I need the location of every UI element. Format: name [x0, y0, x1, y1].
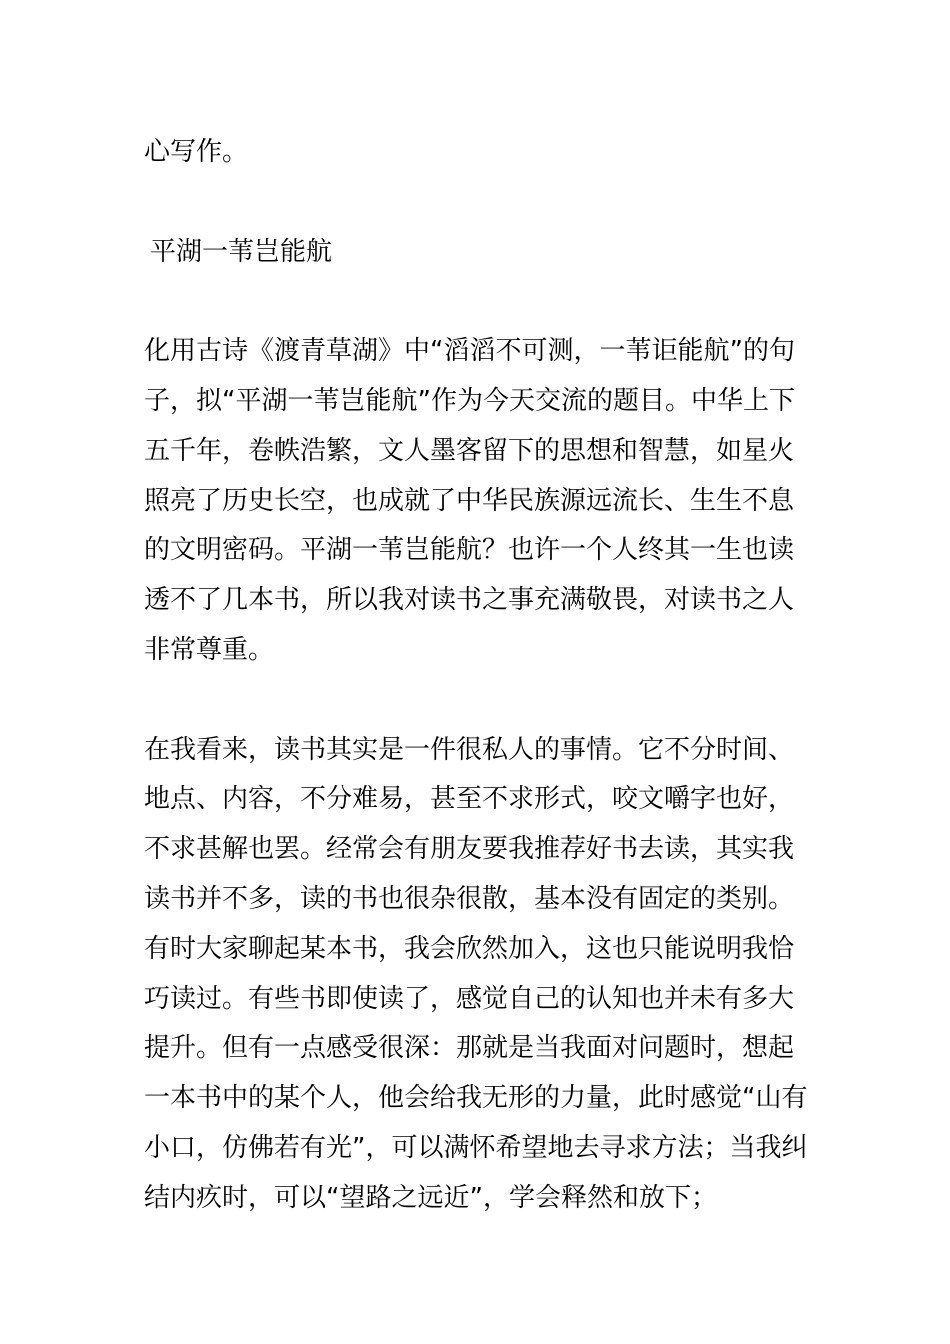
paragraph-spacer: [144, 676, 810, 726]
section-heading: 平湖一苇岂能航: [150, 236, 333, 267]
paragraph-spacer: [144, 178, 810, 228]
paragraph-spacer: [144, 277, 810, 327]
document-body: [144, 128, 810, 1224]
paragraph-reading: 在我看来，读书其实是一件很私人的事情。它不分时间、地点、内容，不分难易，甚至不求形式，咬文嚼字也好，不求甚解也罢。经常会有朋友要我推荐好书去读，其实我读书并不多，读的书也很杂很散，基本没有固定的类别。有时大家聊起某本书，我会欣然加入，这也只能说明我恰巧读过。有些书即使读了，感觉自己的认知也并未有多大提升。但有一点感受很深：那就是当我面对问题时，想起一本书中的某个人，他会给我无形的力量，此时感觉“山有小口，仿佛若有光”，可以满怀希望地去寻求方法；当我纠结内疚时，可以“望路之远近”，学会释然和放下；: [144, 734, 808, 1213]
paragraph-intro: 化用古诗《渡青草湖》中“滔滔不可测，一苇讵能航”的句子，拟“平湖一苇岂能航”作为今天交流的题目。中华上下五千年，卷帙浩繁，文人墨客留下的思想和智慧，如星火照亮了历史长空，也成就了中华民族源远流长、生生不息的文明密码。平湖一苇岂能航？也许一个人终其一生也读透不了几本书，所以我对读书之事充满敬畏，对读书之人非常尊重。: [144, 336, 795, 665]
paragraph-continuation: 心写作。: [144, 137, 249, 167]
